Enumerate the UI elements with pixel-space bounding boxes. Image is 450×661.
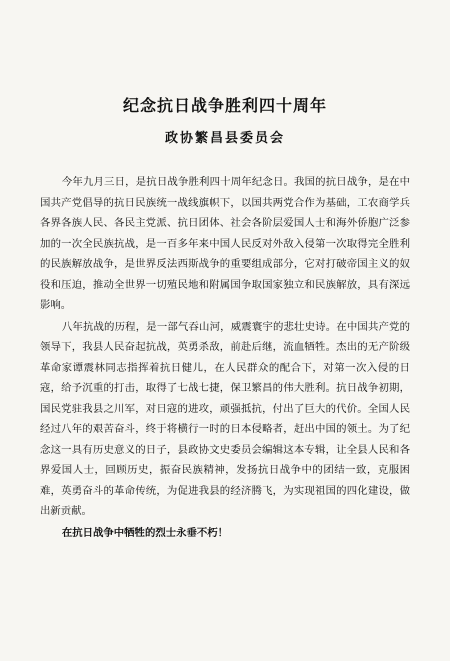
page-title: 纪念抗日战争胜利四十周年 xyxy=(122,96,327,115)
body-paragraph: 八年抗战的历程，是一部气吞山河，威震寰宇的悲壮史诗。在中国共产党的领导下，我县人民奋起抗战，英勇杀敌，前赴后继，流血牺牲。杰出的无产阶级革命家谭震林同志指挥着抗日健儿，在人民群众的配合下，对第一次入侵的日寇，给予沉重的打击，取得了七战七捷，保卫繁昌的伟大胜利。抗日战争初期，国民党驻我县之川军，对日寇的进攻，顽强抵抗，付出了巨大的代价。全国人民经过八年的艰苦奋斗，终于将横行一时的日本侵略者，赶出中国的领土。为了纪念这一具有历史意义的日子，县政协文史委员会编辑这本专辑，让全县人民和各界爱国人士，回顾历史，振奋民族精神，发扬抗日战争中的团结一致，克服困难，英勇奋斗的革命传统，为促进我县的经济腾飞，为实现祖国的四化建设，做出新贡献。 xyxy=(40,320,410,517)
body-paragraph: 今年九月三日，是抗日战争胜利四十周年纪念日。我国的抗日战争，是在中国共产党倡导的抗日民族统一战线旗帜下，以国共两党合作为基础，工农商学兵各界各族人民、各民主党派、抗日团体、社会各阶层爱国人士和海外侨胞广泛参加的一次全民族抗战，是一百多年来中国人民反对外敌入侵第一次取得完全胜利的民族解放战争，是世界反法西斯战争的重要组成部分，它对打破帝国主义的奴役和压迫，推动全世界一切殖民地和附属国争取国家独立和民族解放，具有深远影响。 xyxy=(40,176,410,311)
author-line: 政协繁昌县委员会 xyxy=(164,131,285,146)
document-body xyxy=(40,172,410,543)
closing-line: 在抗日战争中牺牲的烈士永垂不朽！ xyxy=(61,526,229,539)
